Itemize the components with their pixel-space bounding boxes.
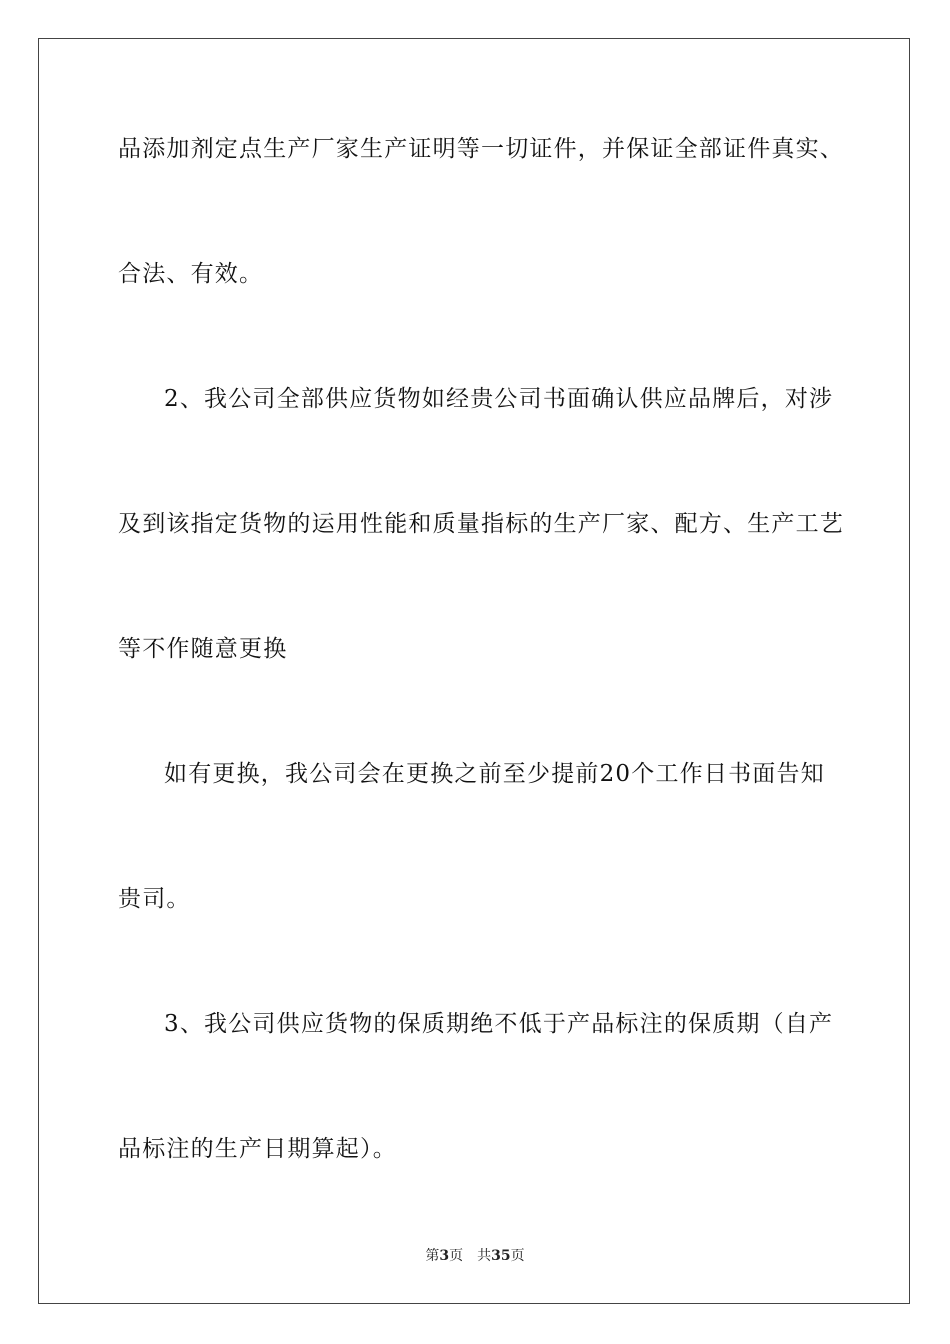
text-line-2: 合法、有效。 [118,261,264,287]
page-footer [0,1246,950,1266]
total-prefix: 共 [477,1248,492,1264]
text-line-3: 2、我公司全部供应货物如经贵公司书面确认供应品牌后，对涉 [164,386,834,412]
text-line-7: 贵司。 [118,886,191,912]
page-frame [38,38,910,1304]
text-line-6: 如有更换，我公司会在更换之前至少提前20个工作日书面告知 [164,761,825,787]
page-prefix: 第 [425,1248,440,1264]
text-line-8: 3、我公司供应货物的保质期绝不低于产品标注的保质期（自产 [164,1011,834,1037]
page-current: 3 [439,1248,450,1264]
total-unit: 页 [510,1248,525,1264]
text-line-9: 品标注的生产日期算起）。 [118,1136,397,1162]
page-total: 35 [491,1248,511,1264]
text-line-1: 品添加剂定点生产厂家生产证明等一切证件，并保证全部证件真实、 [118,136,844,162]
text-line-5: 等不作随意更换 [118,636,288,662]
page-unit: 页 [449,1248,464,1264]
text-line-4: 及到该指定货物的运用性能和质量指标的生产厂家、配方、生产工艺 [118,511,844,537]
